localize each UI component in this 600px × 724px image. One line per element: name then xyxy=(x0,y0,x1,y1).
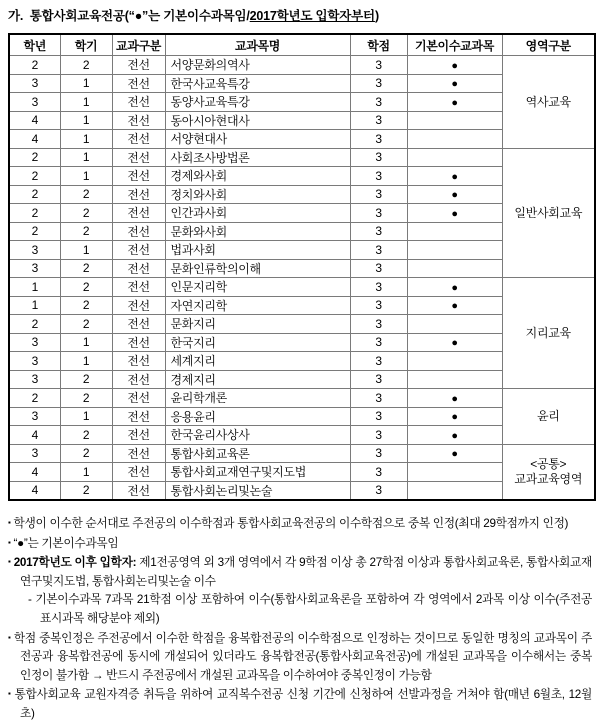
bullet-icon: ▪ xyxy=(8,557,11,567)
cell-course: 자연지리학 xyxy=(165,296,350,315)
cell-category: 전선 xyxy=(112,296,165,315)
page-title-text: 가. 통합사회교육전공(“●”는 기본이수과목임/ xyxy=(8,9,250,23)
cell-category: 전선 xyxy=(112,241,165,260)
cell-credits: 3 xyxy=(350,352,407,371)
cell-course: 세계지리 xyxy=(165,352,350,371)
cell-credits: 3 xyxy=(350,185,407,204)
cell-semester: 1 xyxy=(60,241,112,260)
cell-category: 전선 xyxy=(112,481,165,500)
cell-course: 응용윤리 xyxy=(165,407,350,426)
cell-category: 전선 xyxy=(112,74,165,93)
basic-course-dot-icon: ● xyxy=(451,281,458,294)
cell-grade: 4 xyxy=(9,481,60,500)
cell-semester: 1 xyxy=(60,407,112,426)
cell-course: 인간과사회 xyxy=(165,204,350,223)
cell-basic-required xyxy=(407,148,502,167)
cell-grade: 2 xyxy=(9,148,60,167)
basic-course-dot-icon: ● xyxy=(451,300,458,313)
cell-credits: 3 xyxy=(350,130,407,149)
table-row xyxy=(9,56,595,75)
basic-course-dot-icon: ● xyxy=(451,78,458,91)
basic-course-dot-icon: ● xyxy=(451,59,458,72)
cell-category: 전선 xyxy=(112,56,165,75)
cell-basic-required xyxy=(407,444,502,463)
cell-category: 전선 xyxy=(112,352,165,371)
cell-semester: 1 xyxy=(60,167,112,186)
cell-credits: 3 xyxy=(350,278,407,297)
cell-course: 서양문화의역사 xyxy=(165,56,350,75)
cell-category: 전선 xyxy=(112,463,165,482)
footnote-bold-text: 2017학년도 이후 입학자: xyxy=(13,556,140,570)
cell-category: 전선 xyxy=(112,315,165,334)
cell-category: 전선 xyxy=(112,204,165,223)
column-header: 교과구분 xyxy=(112,34,165,56)
cell-course: 인문지리학 xyxy=(165,278,350,297)
page-title xyxy=(8,6,592,24)
cell-credits: 3 xyxy=(350,296,407,315)
cell-grade: 2 xyxy=(9,315,60,334)
cell-course: 법과사회 xyxy=(165,241,350,260)
cell-credits: 3 xyxy=(350,370,407,389)
cell-course: 동아시아현대사 xyxy=(165,111,350,130)
column-header: 학기 xyxy=(60,34,112,56)
table-row xyxy=(9,148,595,167)
cell-basic-required xyxy=(407,389,502,408)
basic-course-dot-icon: ● xyxy=(451,448,458,461)
cell-grade: 3 xyxy=(9,333,60,352)
cell-credits: 3 xyxy=(350,148,407,167)
cell-basic-required xyxy=(407,204,502,223)
cell-semester: 1 xyxy=(60,111,112,130)
cell-category: 전선 xyxy=(112,111,165,130)
cell-category: 전선 xyxy=(112,370,165,389)
cell-grade: 3 xyxy=(9,407,60,426)
basic-course-dot-icon: ● xyxy=(451,392,458,405)
cell-course: 문화와사회 xyxy=(165,222,350,241)
cell-credits: 3 xyxy=(350,315,407,334)
column-header: 영역구분 xyxy=(502,34,595,56)
cell-basic-required xyxy=(407,56,502,75)
footnotes-section xyxy=(8,514,592,724)
cell-basic-required xyxy=(407,407,502,426)
cell-basic-required xyxy=(407,185,502,204)
cell-grade: 3 xyxy=(9,259,60,278)
cell-semester: 2 xyxy=(60,389,112,408)
cell-grade: 3 xyxy=(9,241,60,260)
cell-grade: 2 xyxy=(9,56,60,75)
cell-grade: 2 xyxy=(9,167,60,186)
cell-grade: 2 xyxy=(9,204,60,223)
footnote: ▪ 2017학년도 이후 입학자: 제1전공영역 외 3개 영역에서 각 9학점 이상 총 27학점 이상과 통합사회교육론, 통합사회교재연구및지도법, 통합사회논리및논술 이수 - 기본이수과목 7과목 21학점 이상 포함하여 이수(통합사회교육론을 포함하여 각 영역에서 2과목 이상 이수(주전공 표시과목 해당분야 제외) xyxy=(8,553,592,628)
cell-course: 통합사회교육론 xyxy=(165,444,350,463)
cell-category: 전선 xyxy=(112,333,165,352)
cell-basic-required xyxy=(407,130,502,149)
cell-category: 전선 xyxy=(112,389,165,408)
cell-course: 윤리학개론 xyxy=(165,389,350,408)
cell-semester: 1 xyxy=(60,74,112,93)
basic-course-dot-icon: ● xyxy=(451,411,458,424)
cell-credits: 3 xyxy=(350,204,407,223)
cell-semester: 2 xyxy=(60,278,112,297)
cell-credits: 3 xyxy=(350,333,407,352)
page-title-underlined-text: 2017학년도 입학자부터 xyxy=(249,9,375,23)
area-group-cell: 윤리 xyxy=(502,389,595,445)
cell-grade: 2 xyxy=(9,389,60,408)
cell-grade: 3 xyxy=(9,74,60,93)
cell-semester: 2 xyxy=(60,56,112,75)
cell-basic-required xyxy=(407,259,502,278)
cell-credits: 3 xyxy=(350,407,407,426)
cell-grade: 2 xyxy=(9,185,60,204)
cell-semester: 2 xyxy=(60,315,112,334)
column-header: 교과목명 xyxy=(165,34,350,56)
cell-credits: 3 xyxy=(350,93,407,112)
footnote: ▪ 통합사회교육 교원자격증 취득을 위하여 교직복수전공 신청 기간에 신청하여 선발과정을 거쳐야 함(매년 6월초, 12월초) xyxy=(8,688,592,720)
cell-semester: 1 xyxy=(60,148,112,167)
cell-grade: 1 xyxy=(9,278,60,297)
cell-semester: 2 xyxy=(60,426,112,445)
column-header: 학년 xyxy=(9,34,60,56)
cell-course: 문화지리 xyxy=(165,315,350,334)
cell-semester: 1 xyxy=(60,352,112,371)
cell-course: 경제지리 xyxy=(165,370,350,389)
cell-course: 정치와사회 xyxy=(165,185,350,204)
cell-course: 통합사회교재연구및지도법 xyxy=(165,463,350,482)
basic-course-dot-icon: ● xyxy=(451,337,458,350)
cell-grade: 3 xyxy=(9,444,60,463)
cell-course: 사회조사방법론 xyxy=(165,148,350,167)
course-table xyxy=(8,33,596,501)
cell-semester: 1 xyxy=(60,333,112,352)
footnote: ▪ 학점 중복인정은 주전공에서 이수한 학점을 융복합전공의 이수학점으로 인정하는 것이므로 동일한 명칭의 교과목이 주전공과 융복합전공에 동시에 개설되어 있더라도 융복합전공(통합사회교육전공)에 개설된 교과목을 이수해서는 중복인정이 불가함 → 반드시 주전공에서 개설된 교과목을 이수하여야 중복인정이 가능함 xyxy=(8,631,592,682)
bullet-icon: ▪ xyxy=(8,537,11,547)
cell-basic-required xyxy=(407,296,502,315)
cell-grade: 3 xyxy=(9,352,60,371)
cell-basic-required xyxy=(407,426,502,445)
cell-basic-required xyxy=(407,333,502,352)
cell-course: 문화인류학의이해 xyxy=(165,259,350,278)
cell-semester: 2 xyxy=(60,185,112,204)
basic-course-dot-icon: ● xyxy=(451,429,458,442)
basic-course-dot-icon: ● xyxy=(451,207,458,220)
footnote-subitem: - 기본이수과목 7과목 21학점 이상 포함하여 이수(통합사회교육론을 포함하여 각 영역에서 2과목 이상 이수(주전공 표시과목 해당분야 제외) xyxy=(28,593,592,625)
cell-grade: 4 xyxy=(9,426,60,445)
cell-grade: 4 xyxy=(9,111,60,130)
cell-grade: 1 xyxy=(9,296,60,315)
bullet-icon: ▪ xyxy=(8,689,12,699)
cell-category: 전선 xyxy=(112,130,165,149)
cell-category: 전선 xyxy=(112,185,165,204)
footnote: ▪ 학생이 이수한 순서대로 주전공의 이수학점과 통합사회교육전공의 이수학점으로 중복 인정(최대 29학점까지 인정) xyxy=(8,517,569,530)
cell-course: 한국지리 xyxy=(165,333,350,352)
bullet-icon: ▪ xyxy=(8,632,11,642)
cell-credits: 3 xyxy=(350,241,407,260)
cell-semester: 2 xyxy=(60,222,112,241)
cell-category: 전선 xyxy=(112,407,165,426)
cell-category: 전선 xyxy=(112,222,165,241)
cell-semester: 1 xyxy=(60,130,112,149)
cell-credits: 3 xyxy=(350,222,407,241)
cell-credits: 3 xyxy=(350,481,407,500)
area-group-cell: 일반사회교육 xyxy=(502,148,595,278)
cell-semester: 2 xyxy=(60,370,112,389)
table-row xyxy=(9,389,595,408)
cell-course: 한국사교육특강 xyxy=(165,74,350,93)
cell-category: 전선 xyxy=(112,93,165,112)
cell-basic-required xyxy=(407,93,502,112)
cell-basic-required xyxy=(407,74,502,93)
table-row xyxy=(9,444,595,463)
cell-basic-required xyxy=(407,370,502,389)
page-title-suffix: ) xyxy=(374,9,379,23)
area-group-cell: <공통> 교과교육영역 xyxy=(502,444,595,500)
cell-grade: 2 xyxy=(9,222,60,241)
cell-grade: 4 xyxy=(9,463,60,482)
bullet-icon: ▪ xyxy=(8,518,11,527)
cell-semester: 2 xyxy=(60,259,112,278)
cell-basic-required xyxy=(407,481,502,500)
cell-semester: 2 xyxy=(60,204,112,223)
cell-category: 전선 xyxy=(112,259,165,278)
cell-course: 서양현대사 xyxy=(165,130,350,149)
cell-grade: 3 xyxy=(9,93,60,112)
cell-credits: 3 xyxy=(350,167,407,186)
cell-semester: 2 xyxy=(60,296,112,315)
cell-basic-required xyxy=(407,463,502,482)
area-group-cell: 지리교육 xyxy=(502,278,595,389)
cell-grade: 4 xyxy=(9,130,60,149)
basic-course-dot-icon: ● xyxy=(451,189,458,202)
cell-basic-required xyxy=(407,111,502,130)
cell-category: 전선 xyxy=(112,426,165,445)
table-row xyxy=(9,278,595,297)
cell-semester: 1 xyxy=(60,93,112,112)
area-group-cell: 역사교육 xyxy=(502,56,595,149)
table-header-row xyxy=(9,34,595,56)
cell-course: 경제와사회 xyxy=(165,167,350,186)
cell-course: 한국윤리사상사 xyxy=(165,426,350,445)
cell-credits: 3 xyxy=(350,111,407,130)
cell-semester: 2 xyxy=(60,444,112,463)
cell-category: 전선 xyxy=(112,148,165,167)
cell-course: 동양사교육특강 xyxy=(165,93,350,112)
cell-category: 전선 xyxy=(112,167,165,186)
cell-category: 전선 xyxy=(112,444,165,463)
cell-credits: 3 xyxy=(350,426,407,445)
cell-category: 전선 xyxy=(112,278,165,297)
column-header: 기본이수교과목 xyxy=(407,34,502,56)
cell-basic-required xyxy=(407,315,502,334)
column-header: 학점 xyxy=(350,34,407,56)
cell-course: 통합사회논리및논술 xyxy=(165,481,350,500)
cell-grade: 3 xyxy=(9,370,60,389)
cell-semester: 1 xyxy=(60,463,112,482)
cell-credits: 3 xyxy=(350,74,407,93)
footnote: ▪ “●”는 기본이수과목임 xyxy=(8,536,119,550)
basic-course-dot-icon: ● xyxy=(451,96,458,109)
cell-semester: 2 xyxy=(60,481,112,500)
cell-basic-required xyxy=(407,352,502,371)
cell-credits: 3 xyxy=(350,463,407,482)
basic-course-dot-icon: ● xyxy=(451,170,458,183)
cell-credits: 3 xyxy=(350,389,407,408)
cell-basic-required xyxy=(407,222,502,241)
cell-basic-required xyxy=(407,278,502,297)
cell-basic-required xyxy=(407,167,502,186)
cell-credits: 3 xyxy=(350,259,407,278)
cell-credits: 3 xyxy=(350,444,407,463)
cell-credits: 3 xyxy=(350,56,407,75)
cell-basic-required xyxy=(407,241,502,260)
